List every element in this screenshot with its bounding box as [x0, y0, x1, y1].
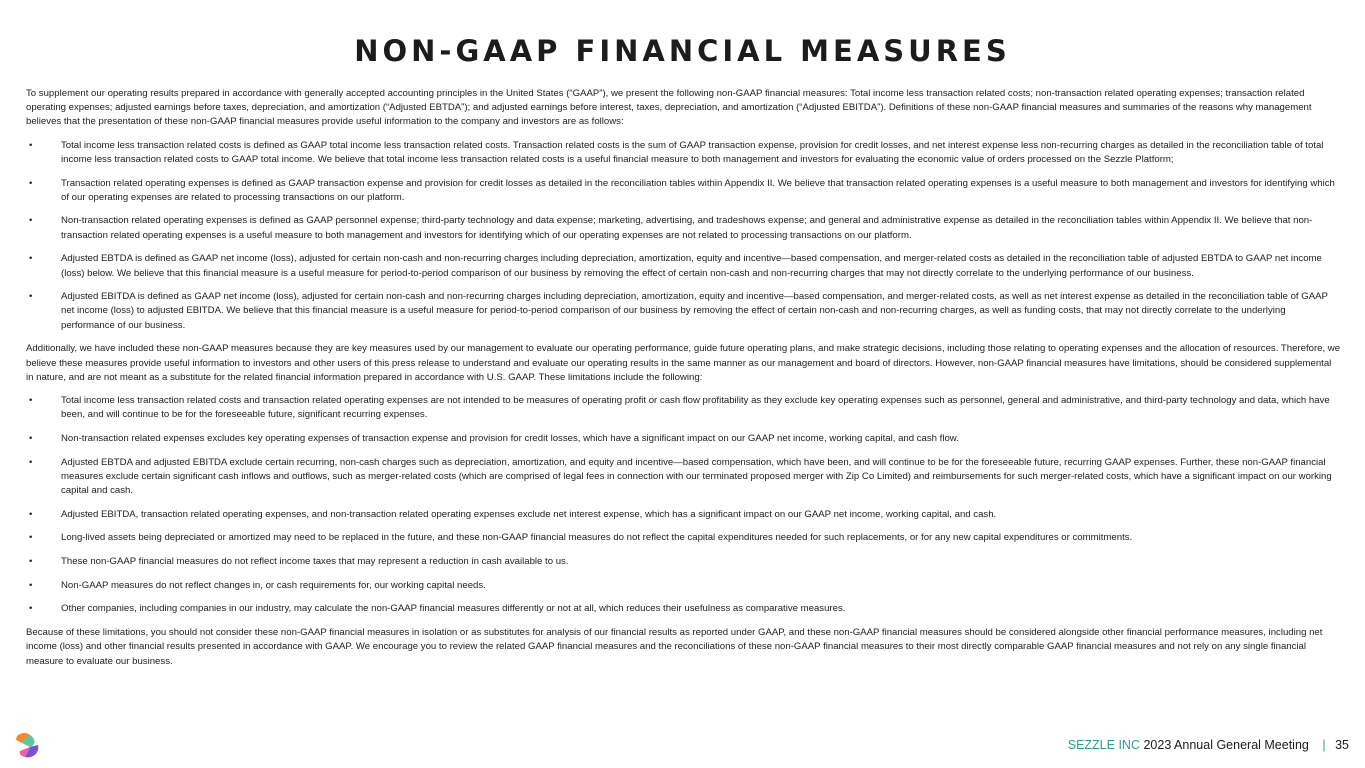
list-item: [26, 555, 1341, 569]
page-body: [26, 87, 1341, 678]
intro-paragraph: To supplement our operating results prepared in accordance with generally accepted accounting principles in the United States (“GAAP”), we present the following non-GAAP financial measures: Total income less transaction related costs; non-transaction related operating expenses; transaction related operating expenses; adjusted earnings before taxes, depreciation, and amortization (“Adjusted EBTDA”); and adjusted earnings before interest, taxes, depreciation, and amortization (“Adjusted EBITDA”). Definitions of these non-GAAP financial measures and summaries of the reasons why management believes that the presentation of these non-GAAP financial measures provide useful information to the company and investors are as follows:: [26, 88, 1312, 128]
list-item-text: Transaction related operating expenses is defined as GAAP transaction expense and provision for credit losses as detailed in the reconciliation tables within Appendix II. We believe that transaction related operating expenses is a useful measure to both management and investors for identifying which of our operating expenses are related to processing transactions on our platform.: [61, 177, 1335, 203]
footer: [1068, 738, 1349, 752]
bullet-icon: •: [29, 215, 33, 227]
list-item-text: Non-transaction related expenses excludes key operating expenses of transaction expense and provision for credit losses, which have a significant impact on our GAAP net income, working capital, and cash flow.: [61, 432, 959, 444]
list-item: [26, 456, 1341, 499]
list-item-text: Non-GAAP measures do not reflect changes in, or cash requirements for, our working capital needs.: [61, 579, 486, 591]
additionally-paragraph: Additionally, we have included these non-GAAP measures because they are key measures used by our management to evaluate our operating performance, guide future operating plans, and make strategic decisions, including those relating to operating expenses and the allocation of resources. Therefore, we believe these measures provide useful information to investors and other users of this press release to understand and evaluate our operating results in the same manner as our management and board of directors. However, non-GAAP financial measures have limitations, should be considered supplemental in nature, and are not meant as a substitute for the related financial information prepared in accordance with U.S. GAAP. These limitations include the following:: [26, 343, 1341, 383]
conclusion-paragraph: Because of these limitations, you should not consider these non-GAAP financial measures in isolation or as substitutes for analysis of our financial results as reported under GAAP, and these non-GAAP financial measures should be considered alongside other financial performance measures, including net income (loss) and other financial results presented in accordance with GAAP. We encourage you to review the related GAAP financial measures and the reconciliations of these non-GAAP financial measures to their most directly comparable GAAP financial measures and not rely on any single financial measure to evaluate our business.: [26, 627, 1323, 667]
footer-separator: |: [1322, 738, 1326, 752]
bullet-icon: •: [29, 556, 33, 568]
list-item: [26, 177, 1341, 205]
bullet-icon: •: [29, 432, 33, 444]
list-item-text: Adjusted EBITDA is defined as GAAP net income (loss), adjusted for certain non-cash and non-recurring charges including depreciation, amortization, equity and incentive—based compensation, and merger-related costs, as well as net interest expense as detailed in the reconciliation table of GAAP net income (loss) to adjusted EBITDA. We believe that this financial measure is a useful measure for period-to-period comparison of our business by removing the effect of certain non-cash and non-recurring charges, as well as funding costs, that may not directly correlate to the underlying performance of our business.: [61, 291, 1328, 331]
list-item-text: Adjusted EBITDA, transaction related operating expenses, and non-transaction related operating expenses exclude net interest expense, which has a significant impact on our GAAP net income, working capital, and cash.: [61, 508, 997, 520]
bullet-icon: •: [29, 532, 33, 544]
list-item-text: These non-GAAP financial measures do not reflect income taxes that may represent a reduction in cash available to us.: [61, 556, 569, 568]
sezzle-logo-icon: [10, 727, 44, 761]
list-item: [26, 214, 1341, 242]
list-item: [26, 290, 1341, 333]
bullet-icon: •: [29, 579, 33, 591]
list-item-text: Total income less transaction related costs and transaction related operating expenses are not intended to be measures of operating profit or cash flow profitability as they exclude key operating expenses such as personnel, general and administrative, and third-party technology and data, which have been, and will continue to be for the foreseeable future, significant recurring expenses.: [61, 394, 1330, 421]
bullet-icon: •: [29, 253, 33, 265]
bullet-icon: •: [29, 603, 33, 615]
list-item-text: Other companies, including companies in our industry, may calculate the non-GAAP financial measures differently or not at all, which reduces their usefulness as comparative measures.: [61, 603, 846, 615]
bullet-icon: •: [29, 456, 33, 468]
list-item-text: Total income less transaction related costs is defined as GAAP total income less transaction related costs. Transaction related costs is the sum of GAAP transaction expense, provision for credit losses, and net interest expense less non-recurring charges as detailed in the reconciliation table of total income less transaction related costs to GAAP total income. We believe that total income less transaction related costs is a useful financial measure to both management and investors for evaluating the economic value of orders processed on the Sezzle Platform;: [61, 139, 1324, 165]
list-item-text: Adjusted EBTDA is defined as GAAP net income (loss), adjusted for certain non-cash and non-recurring charges including depreciation, amortization, equity and incentive—based compensation, and merger-related costs as detailed in the reconciliation table of adjusted EBTDA to GAAP net income (loss) below. We believe that this financial measure is a useful measure for period-to-period comparison of our business by removing the effect of certain non-cash and non-recurring charges that may not directly correlate to the underlying performance of our business.: [61, 253, 1322, 279]
bullet-icon: •: [29, 394, 33, 406]
bullet-icon: •: [29, 508, 33, 520]
sezzle-logo-graphic: [10, 727, 44, 761]
definitions-list: [26, 139, 1341, 333]
list-item: [26, 508, 1341, 522]
footer-event: 2023 Annual General Meeting: [1143, 738, 1309, 752]
list-item: [26, 394, 1341, 422]
bullet-icon: •: [29, 139, 33, 151]
bullet-icon: •: [29, 177, 33, 189]
footer-company: SEZZLE INC: [1067, 738, 1140, 752]
page-title: NON-GAAP FINANCIAL MEASURES: [354, 34, 1011, 68]
list-item-text: Long-lived assets being depreciated or amortized may need to be replaced in the future, and these non-GAAP financial measures do not reflect the capital expenditures needed for such replacements, or for any new capital expenditures or commitments.: [61, 532, 1133, 544]
list-item: [26, 252, 1341, 280]
list-item: [26, 602, 1341, 616]
limitations-list: [26, 394, 1341, 617]
list-item: [26, 432, 1341, 446]
list-item: [26, 531, 1341, 545]
list-item: [26, 139, 1341, 167]
list-item-text: Non-transaction related operating expenses is defined as GAAP personnel expense; third-party technology and data expense; marketing, advertising, and tradeshows expense; and general and administrative expense as detailed in the reconciliation tables within Appendix II. We believe that non-transaction related operating expenses is a useful measure to both management and investors for identifying which of our operating expenses are not related to processing transactions on our platform.: [61, 215, 1313, 241]
list-item: [26, 579, 1341, 593]
list-item-text: Adjusted EBTDA and adjusted EBITDA exclude certain recurring, non-cash charges such as depreciation, amortization, and equity and incentive—based compensation, which have been, and will continue to be for the foreseeable future, recurring GAAP expenses. Further, these non-GAAP financial measures exclude certain significant cash inflows and outflows, such as merger-related costs (which are comprised of legal fees in connection with our terminated proposed merger with Zip Co Limited) and reimbursements for such merger-related costs, which have a significant impact on our working capital and cash.: [61, 456, 1332, 496]
page-number: 35: [1335, 738, 1349, 752]
bullet-icon: •: [29, 291, 33, 303]
